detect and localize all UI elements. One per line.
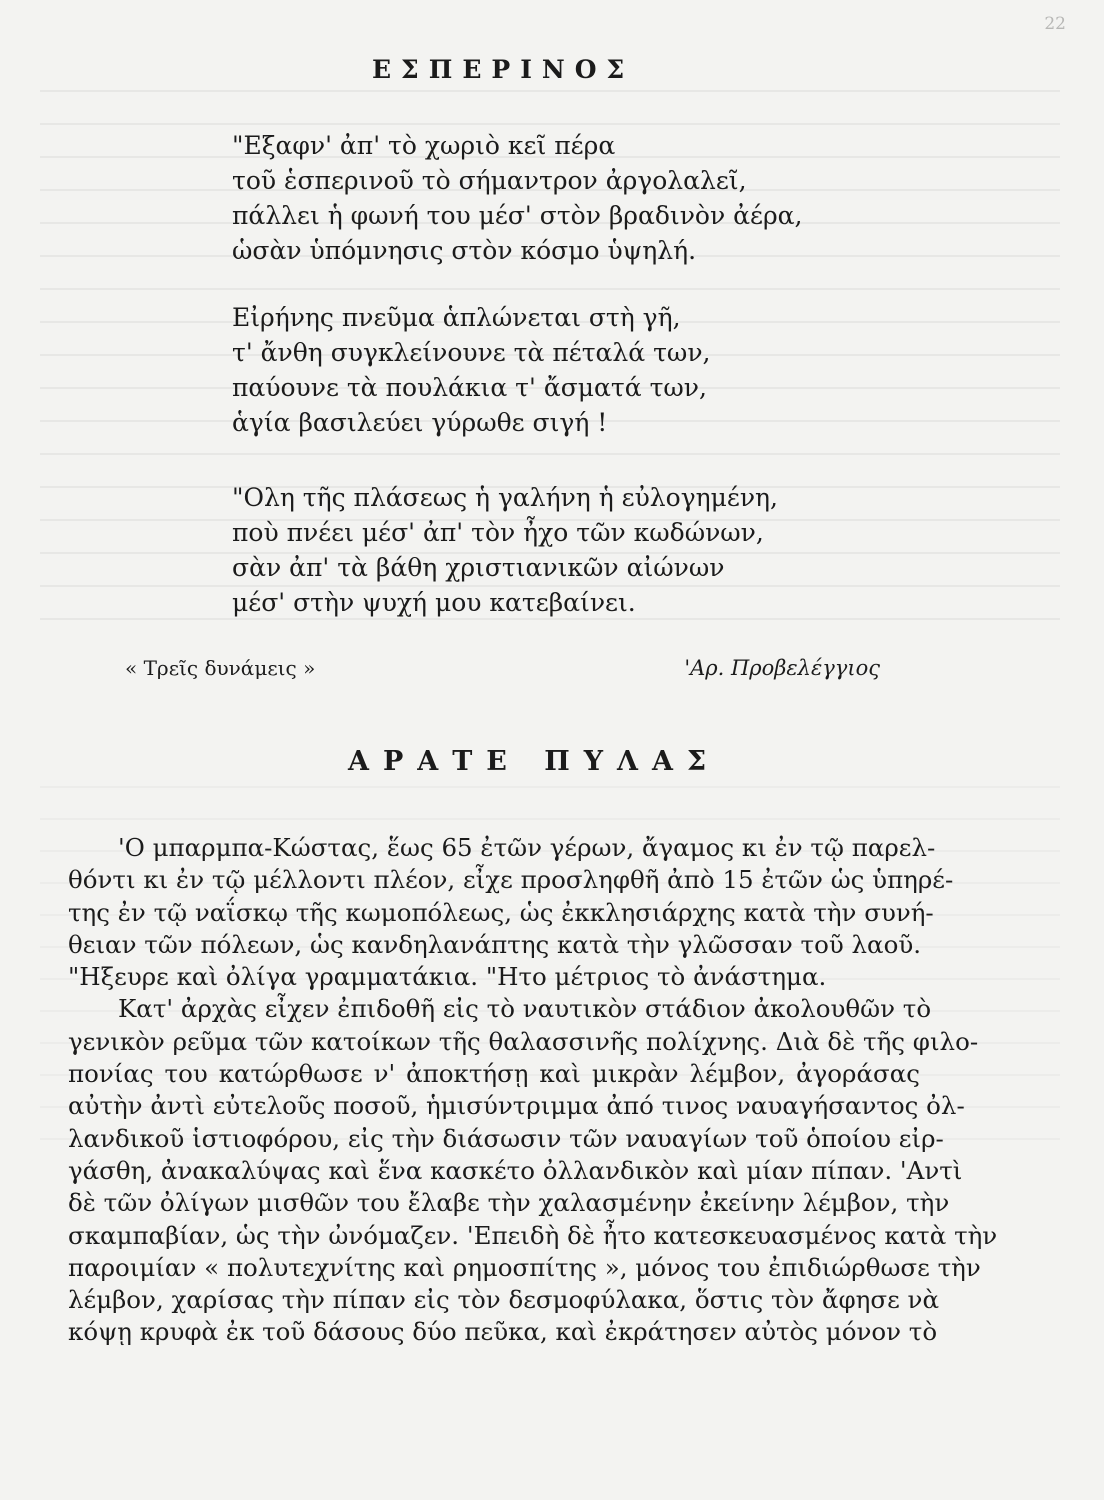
- poem-line: ὡσὰν ὑπόμνησις στὸν κόσμο ὑψηλή.: [232, 236, 697, 265]
- prose-line: γάσθη, ἀνακαλύψας καὶ ἕνα κασκέτο ὀλλανδικὸν καὶ μίαν πίπαν. 'Αντὶ: [68, 1155, 963, 1185]
- prose-line: παροιμίαν « πολυτεχνίτης καὶ ρημοσπίτης », μόνος του ἐπιδιώρθωσε τὴν: [68, 1252, 981, 1282]
- poem-stanza-3: [232, 480, 778, 620]
- poem-line: παύουνε τὰ πουλάκια τ' ἄσματά των,: [232, 373, 707, 402]
- story-text: [68, 832, 998, 1349]
- poem-stanza-1: [232, 128, 802, 268]
- poem-stanza-2: [232, 300, 710, 440]
- poem-line: ἁγία βασιλεύει γύρωθε σιγή !: [232, 408, 608, 437]
- poem-line: "Εξαφν' ἀπ' τὸ χωριὸ κεῖ πέρα: [232, 131, 616, 160]
- story-title: ΑΡΑΤΕ ΠΥΛΑΣ: [348, 746, 721, 777]
- poem-source: « Τρεῖς δυνάμεις »: [125, 656, 316, 680]
- prose-line: κόψῃ κρυφὰ ἐκ τοῦ δάσους δύο πεῦκα, καὶ ἐκράτησεν αὐτὸς μόνον τὸ: [68, 1317, 938, 1347]
- poem-line: τ' ἄνθη συγκλείνουνε τὰ πέταλά των,: [232, 338, 711, 367]
- poem-line: τοῦ ἑσπερινοῦ τὸ σήμαντρον ἀργολαλεῖ,: [232, 166, 747, 195]
- poem-line: σὰν ἀπ' τὰ βάθη χριστιανικῶν αἰώνων: [232, 553, 725, 582]
- prose-line: σκαμπαβίαν, ὡς τὴν ὠνόμαζεν. 'Επειδὴ δὲ ἦτο κατεσκευασμένος κατὰ τὴν: [68, 1220, 998, 1250]
- poem-title: ΕΣΠΕΡΙΝΟΣ: [372, 55, 635, 84]
- prose-line: λέμβον, χαρίσας τὴν πίπαν εἰς τὸν δεσμοφύλακα, ὅστις τὸν ἄφησε νὰ: [68, 1285, 939, 1315]
- poem-line: μέσ' στὴν ψυχή μου κατεβαίνει.: [232, 588, 636, 617]
- prose-line: πονίας του κατώρθωσε ν' ἀποκτήσῃ καὶ μικρὰν λέμβον, ἀγοράσας: [68, 1059, 920, 1089]
- prose-line: 'Ο μπαρμπα-Κώστας, ἕως 65 ἐτῶν γέρων, ἄγαμος κι ἐν τῷ παρελ-: [118, 833, 936, 862]
- prose-line: θειαν τῶν πόλεων, ὡς κανδηλανάπτης κατὰ τὴν γλῶσσαν τοῦ λαοῦ.: [68, 929, 922, 959]
- poem-line: Εἰρήνης πνεῦμα ἁπλώνεται στὴ γῆ,: [232, 303, 681, 332]
- page-number: 22: [1044, 14, 1066, 34]
- prose-line: "Ηξευρε καὶ ὀλίγα γραμματάκια. "Ητο μέτριος τὸ ἀνάστημα.: [68, 962, 827, 992]
- prose-line: Κατ' ἀρχὰς εἶχεν ἐπιδοθῆ εἰς τὸ ναυτικὸν στάδιον ἀκολουθῶν τὸ: [118, 994, 932, 1024]
- prose-line: θόντι κι ἐν τῷ μέλλοντι πλέον, εἶχε προσληφθῆ ἀπὸ 15 ἐτῶν ὡς ὑπηρέ-: [68, 865, 954, 895]
- poem-line: ποὺ πνέει μέσ' ἀπ' τὸν ἦχο τῶν κωδώνων,: [232, 518, 764, 547]
- poem-line: "Ολη τῆς πλάσεως ἡ γαλήνη ἡ εὐλογημένη,: [232, 483, 778, 512]
- poem-line: πάλλει ἡ φωνή του μέσ' στὸν βραδινὸν ἀέρα,: [232, 201, 803, 230]
- prose-line: λανδικοῦ ἱστιοφόρου, εἰς τὴν διάσωσιν τῶν ναυαγίων τοῦ ὁποίου εἰρ-: [68, 1123, 944, 1153]
- prose-line: αὐτὴν ἀντὶ εὐτελοῦς ποσοῦ, ἡμισύντριμμα ἀπό τινος ναυαγήσαντος ὀλ-: [68, 1091, 965, 1121]
- prose-line: της ἐν τῷ ναΐσκῳ τῆς κωμοπόλεως, ὡς ἐκκλησιάρχης κατὰ τὴν συνή-: [68, 897, 934, 927]
- prose-line: γενικὸν ρεῦμα τῶν κατοίκων τῆς θαλασσινῆς πολίχνης. Διὰ δὲ τῆς φιλο-: [68, 1026, 979, 1056]
- prose-line: δὲ τῶν ὀλίγων μισθῶν του ἔλαβε τὴν χαλασμένην ἐκείνην λέμβον, τὴν: [68, 1188, 950, 1218]
- poem-author: 'Αρ. Προβελέγγιος: [684, 656, 880, 680]
